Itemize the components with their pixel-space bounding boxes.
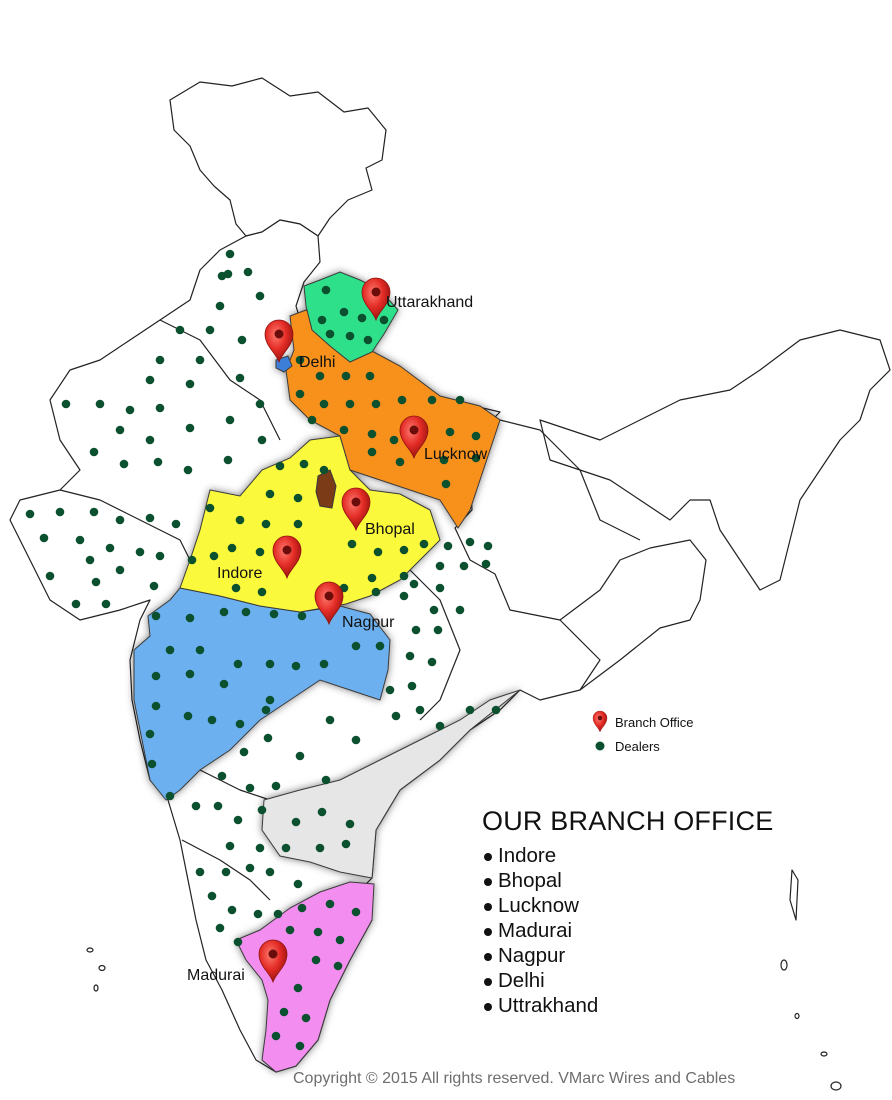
dealer-dot (342, 840, 351, 849)
dealer-dot (472, 432, 481, 441)
dealer-dot (352, 736, 361, 745)
dealer-dot (348, 540, 357, 549)
dealer-dot (482, 560, 491, 569)
dealer-dot (166, 646, 175, 655)
dealer-dot (466, 706, 475, 715)
dealer-dot (296, 1042, 305, 1051)
dealer-dot (228, 906, 237, 915)
dealer-dot (186, 670, 195, 679)
dealer-dot (246, 784, 255, 793)
dealer-dot (176, 326, 185, 335)
dealer-dot (298, 904, 307, 913)
dealer-dot (196, 868, 205, 877)
dealer-dot (322, 286, 331, 295)
dealer-dot (294, 880, 303, 889)
dealer-dot (400, 592, 409, 601)
dealer-dot (206, 326, 215, 335)
dealer-dot (456, 396, 465, 405)
dealer-dot (436, 722, 445, 731)
dealer-dot (224, 270, 233, 279)
dealer-dot (492, 706, 501, 715)
dealer-dot (236, 516, 245, 525)
dealer-dot (368, 448, 377, 457)
dealer-dot (146, 514, 155, 523)
dealer-dot (366, 372, 375, 381)
dealer-dot (400, 572, 409, 581)
dealer-dot (322, 776, 331, 785)
dealer-dot (316, 844, 325, 853)
dealer-dot (430, 606, 439, 615)
dealer-dot (56, 508, 65, 517)
dealer-dot (244, 268, 253, 277)
dealer-dot (266, 490, 275, 499)
dealer-dot (224, 456, 233, 465)
region-north (170, 78, 386, 236)
dealer-dot (156, 552, 165, 561)
dealer-dot (186, 380, 195, 389)
dealer-dot (444, 542, 453, 551)
region-northeast (540, 330, 890, 590)
dealer-dot (116, 566, 125, 575)
dealer-dot (428, 658, 437, 667)
label-madurai: Madurai (187, 967, 245, 984)
map-legend (593, 711, 694, 754)
dealer-dot (416, 706, 425, 715)
dealer-dot (196, 646, 205, 655)
dealer-dot (216, 924, 225, 933)
dealer-dot (262, 520, 271, 529)
dealer-dot (320, 466, 329, 475)
dealer-dot (106, 544, 115, 553)
label-indore: Indore (217, 565, 263, 582)
dealer-dot (318, 316, 327, 325)
dealer-dot (76, 536, 85, 545)
dealer-dot (326, 716, 335, 725)
dealer-dot (398, 396, 407, 405)
dealer-dot (372, 588, 381, 597)
label-bhopal: Bhopal (365, 521, 415, 538)
dealer-dot (292, 818, 301, 827)
dealer-dot (346, 820, 355, 829)
dealer-dot (226, 842, 235, 851)
dealer-dot (352, 642, 361, 651)
dealer-dot (380, 316, 389, 325)
copyright-notice: Copyright © 2015 All rights reserved. VMarc Wires and Cables (293, 1070, 736, 1087)
dealer-dot (368, 574, 377, 583)
dealer-dot (154, 458, 163, 467)
dealer-dot (218, 772, 227, 781)
dealer-dot (300, 460, 309, 469)
dealer-dot (390, 436, 399, 445)
dealer-dot (236, 720, 245, 729)
dealer-dot (256, 548, 265, 557)
dealer-dot (222, 868, 231, 877)
dealer-dot (148, 760, 157, 769)
dealer-dot (234, 816, 243, 825)
dealer-dot (368, 430, 377, 439)
dealer-dot (226, 250, 235, 259)
dealer-dot (228, 544, 237, 553)
dealer-dot (358, 314, 367, 323)
dealer-dot (266, 696, 275, 705)
dealer-dot (146, 730, 155, 739)
dealer-dot (374, 548, 383, 557)
dealer-dot (396, 458, 405, 467)
list-item: Madurai (482, 918, 822, 943)
dealer-dot (294, 494, 303, 503)
dealer-dot (412, 626, 421, 635)
dealer-dot (258, 436, 267, 445)
branch-office-panel (482, 806, 822, 1018)
dealer-dot (62, 400, 71, 409)
legend-branch-icon (593, 711, 607, 732)
dealer-dot (442, 480, 451, 489)
dealer-dot (86, 556, 95, 565)
label-nagpur: Nagpur (342, 614, 395, 631)
dealer-dot (234, 938, 243, 947)
dealer-dot (146, 436, 155, 445)
dealer-dot (152, 672, 161, 681)
dealer-dot (90, 508, 99, 517)
legend-dealer-label: Dealers (615, 739, 660, 754)
dealer-dot (352, 908, 361, 917)
dealer-dot (420, 540, 429, 549)
dealer-dot (410, 580, 419, 589)
dealer-dot (196, 356, 205, 365)
list-item: Lucknow (482, 893, 822, 918)
dealer-dot (272, 1032, 281, 1041)
dealer-dot (386, 686, 395, 695)
dealer-dot (484, 542, 493, 551)
dealer-dot (186, 424, 195, 433)
dealer-dot (186, 614, 195, 623)
dealer-dot (466, 538, 475, 547)
dealer-dot (184, 466, 193, 475)
dealer-dot (340, 308, 349, 317)
dealer-dot (150, 582, 159, 591)
dealer-dot (266, 660, 275, 669)
dealer-dot (226, 416, 235, 425)
dealer-dot (292, 662, 301, 671)
dealer-dot (126, 406, 135, 415)
dealer-dot (156, 356, 165, 365)
dealer-dot (302, 1014, 311, 1023)
dealer-dot (240, 748, 249, 757)
dealer-dot (326, 330, 335, 339)
dealer-dot (242, 608, 251, 617)
dealer-dot (460, 562, 469, 571)
dealer-dot (320, 660, 329, 669)
dealer-dot (146, 376, 155, 385)
dealer-dot (294, 520, 303, 529)
dealer-dot (236, 374, 245, 383)
panel-title: OUR BRANCH OFFICE (482, 806, 774, 836)
dealer-dot (296, 390, 305, 399)
dealer-dot (26, 510, 35, 519)
list-item: Nagpur (482, 943, 822, 968)
dealer-dot (376, 642, 385, 651)
dealer-dot (238, 336, 247, 345)
dealer-dot (120, 460, 129, 469)
dealer-dot (188, 556, 197, 565)
dealer-dot (90, 448, 99, 457)
dealer-dot (334, 962, 343, 971)
dealer-dot (254, 910, 263, 919)
dealer-dot (298, 612, 307, 621)
dealer-dot (392, 712, 401, 721)
dealer-dot (272, 782, 281, 791)
list-item: Uttrakhand (482, 993, 822, 1018)
dealer-dot (266, 868, 275, 877)
dealer-dot (258, 588, 267, 597)
dealer-dot (308, 416, 317, 425)
dealer-dot (256, 400, 265, 409)
branch-list (482, 843, 822, 1018)
dealer-dot (274, 910, 283, 919)
dealer-dot (246, 864, 255, 873)
list-item: Bhopal (482, 868, 822, 893)
dealer-dot (436, 562, 445, 571)
dealer-dot (364, 336, 373, 345)
label-delhi: Delhi (299, 354, 336, 371)
dealer-dot (400, 546, 409, 555)
dealer-dot (192, 802, 201, 811)
dealer-dot (152, 702, 161, 711)
dealer-dot (342, 372, 351, 381)
dealer-dot (116, 516, 125, 525)
list-item: Delhi (482, 968, 822, 993)
dealer-dot (220, 608, 229, 617)
dealer-dot (456, 606, 465, 615)
label-lucknow: Lucknow (424, 446, 488, 463)
dealer-dot (208, 892, 217, 901)
dealer-dot (232, 584, 241, 593)
label-uttarakhand: Uttarakhand (386, 294, 474, 311)
dealer-dot (102, 600, 111, 609)
dealer-dot (172, 520, 181, 529)
dealer-dot (166, 792, 175, 801)
dealer-dot (318, 808, 327, 817)
dealer-dot (406, 652, 415, 661)
dealer-dot (136, 548, 145, 557)
dealer-dot (314, 928, 323, 937)
dealer-dot (256, 844, 265, 853)
legend-dealer-icon (596, 742, 605, 751)
dealer-dot (206, 504, 215, 513)
dealer-dot (320, 400, 329, 409)
dealer-dot (256, 292, 265, 301)
dealer-dot (210, 552, 219, 561)
dealer-dot (184, 712, 193, 721)
dealer-dot (264, 734, 273, 743)
dealer-dot (92, 578, 101, 587)
dealer-dot (152, 612, 161, 621)
dealer-dot (436, 584, 445, 593)
dealer-dot (276, 462, 285, 471)
dealer-dot (434, 626, 443, 635)
dealer-dot (428, 396, 437, 405)
dealer-dot (296, 752, 305, 761)
dealer-dot (220, 680, 229, 689)
dealer-dot (208, 716, 217, 725)
dealer-dot (326, 900, 335, 909)
dealer-dot (270, 610, 279, 619)
dealer-dot (234, 660, 243, 669)
dealer-dot (312, 956, 321, 965)
dealer-dot (446, 428, 455, 437)
dealer-dot (156, 404, 165, 413)
dealer-dot (72, 600, 81, 609)
dealer-dot (346, 400, 355, 409)
dealer-dot (216, 302, 225, 311)
dealer-dot (262, 706, 271, 715)
legend-branch-label: Branch Office (615, 715, 694, 730)
dealer-dot (372, 400, 381, 409)
dealer-dot (258, 806, 267, 815)
list-item: Indore (482, 843, 822, 868)
dealer-dot (408, 682, 417, 691)
dealer-dot (46, 572, 55, 581)
dealer-dot (286, 926, 295, 935)
dealer-dot (214, 802, 223, 811)
dealer-dot (280, 1008, 289, 1017)
dealer-dot (282, 844, 291, 853)
dealer-dot (340, 426, 349, 435)
dealer-dot (336, 936, 345, 945)
dealer-dot (294, 984, 303, 993)
dealer-dot (346, 332, 355, 341)
dealer-dot (40, 534, 49, 543)
dealer-dot (116, 426, 125, 435)
dealer-dot (316, 372, 325, 381)
dealer-dot (96, 400, 105, 409)
